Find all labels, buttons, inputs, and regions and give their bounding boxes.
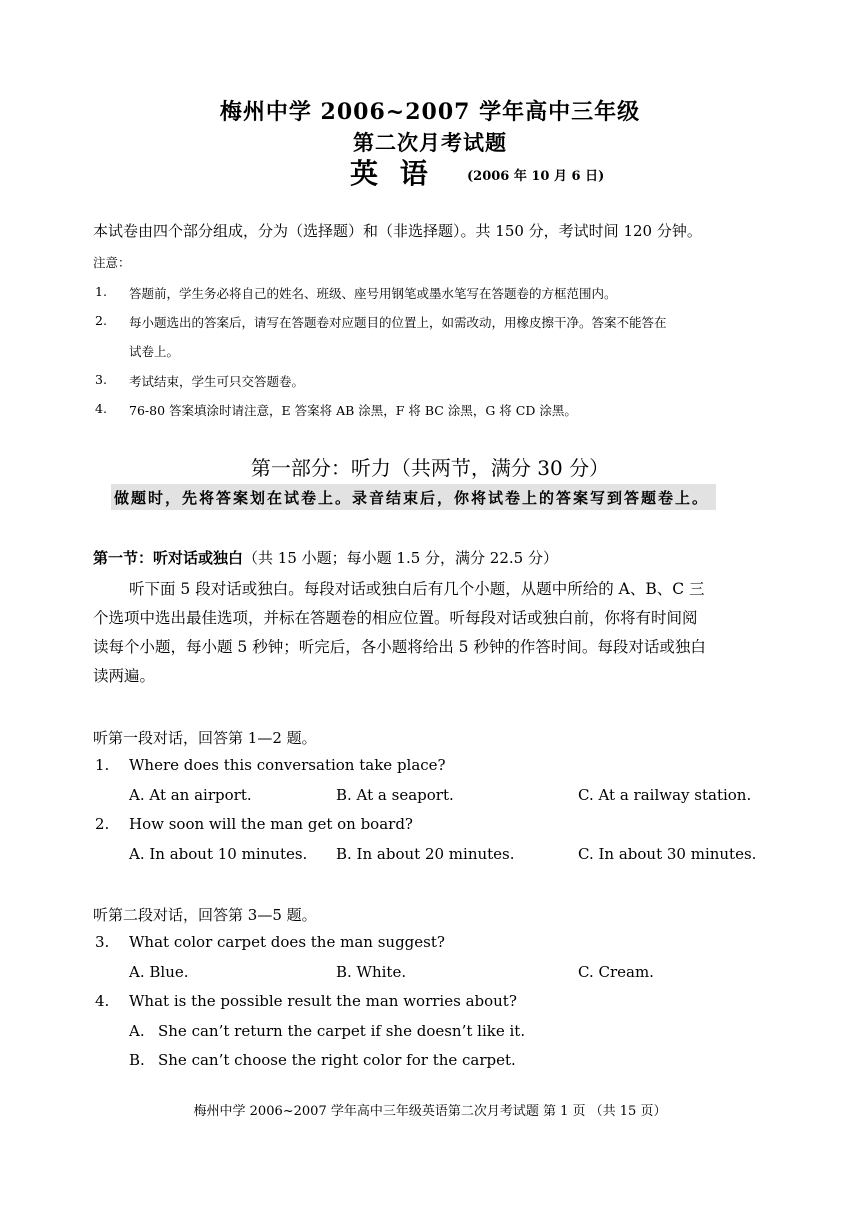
exam-title-line1: 梅州中学 2006~2007 学年高中三年级 [219, 99, 641, 125]
q2-option-b: B. In about 20 minutes. [336, 845, 515, 863]
q4-option-b-letter: B. [129, 1051, 145, 1069]
notice-item-1: 答题前，学生务必将自己的姓名、班级、座号用钢笔或墨水笔写在答题卷的方框范围内。 [129, 286, 617, 301]
q3-option-c: C. Cream. [578, 963, 654, 981]
page-footer: 梅州中学 2006~2007 学年高中三年级英语第二次月考试题 第 1 页 （共 15 页） [193, 1104, 667, 1119]
dialog1-intro: 听第一段对话，回答第 1—2 题。 [93, 729, 317, 747]
q2-option-c: C. In about 30 minutes. [578, 845, 757, 863]
section1-para-line2: 个选项中选出最佳选项，并标在答题卷的相应位置。听每段对话或独白前，你将有时间阅 [93, 609, 698, 627]
exam-date: (2006 年 10 月 6 日) [467, 169, 605, 184]
q1-option-c: C. At a railway station. [578, 786, 752, 804]
q2-option-a: A. In about 10 minutes. [129, 845, 308, 863]
q1-number: 1. [95, 756, 110, 774]
exam-title-line2: 第二次月考试题 [353, 130, 507, 155]
q4-text: What is the possible result the man worries about? [129, 992, 517, 1010]
notice-item-2: 每小题选出的答案后，请写在答题卷对应题目的位置上，如需改动，用橡皮擦干净。答案不能答在 [129, 315, 667, 330]
q4-option-a-letter: A. [129, 1022, 145, 1040]
q3-option-b: B. White. [336, 963, 407, 981]
part1-banner: 做题时，先将答案划在试卷上。录音结束后，你将试卷上的答案写到答题卷上。 [114, 489, 710, 507]
q2-number: 2. [95, 815, 110, 833]
section1-para-line1: 听下面 5 段对话或独白。每段对话或独白后有几个小题，从题中所给的 A、B、C 三 [129, 580, 705, 598]
notice-num-3: 3. [95, 372, 107, 387]
part1-title: 第一部分：听力（共两节，满分 30 分） [250, 456, 610, 480]
q3-option-a: A. Blue. [129, 963, 189, 981]
section1-title-rest: （共 15 小题；每小题 1.5 分，满分 22.5 分） [243, 549, 558, 567]
notice-num-2: 2. [95, 313, 107, 328]
exam-subject: 英 语 [350, 157, 434, 190]
q3-text: What color carpet does the man suggest? [129, 933, 445, 951]
notice-num-1: 1. [95, 284, 107, 299]
q4-option-b: She can’t choose the right color for the carpet. [158, 1051, 516, 1069]
q1-text: Where does this conversation take place? [129, 756, 446, 774]
section1-para-line4: 读两遍。 [93, 667, 156, 685]
dialog2-intro: 听第二段对话，回答第 3—5 题。 [93, 906, 317, 924]
notice-item-4: 76-80 答案填涂时请注意，E 答案将 AB 涂黑，F 将 BC 涂黑，G 将 CD 涂黑。 [129, 403, 577, 418]
q2-text: How soon will the man get on board? [129, 815, 413, 833]
intro-text: 本试卷由四个部分组成，分为（选择题）和（非选择题）。共 150 分，考试时间 120 分钟。 [93, 222, 702, 240]
section1-para-line3: 读每个小题，每小题 5 秒钟；听完后，各小题将给出 5 秒钟的作答时间。每段对话或独白 [93, 638, 706, 656]
notice-item-3: 考试结束，学生可只交答题卷。 [129, 374, 305, 389]
notice-num-4: 4. [95, 401, 107, 416]
q3-number: 3. [95, 933, 110, 951]
notice-item-2-cont: 试卷上。 [129, 344, 180, 359]
section1-title [93, 547, 558, 568]
q4-option-a: She can’t return the carpet if she doesn’t like it. [158, 1022, 526, 1040]
section1-title-bold: 第一节：听对话或独白 [93, 549, 244, 567]
notice-label: 注意： [93, 255, 131, 270]
q1-option-a: A. At an airport. [129, 786, 252, 804]
q4-number: 4. [95, 992, 110, 1010]
q1-option-b: B. At a seaport. [336, 786, 454, 804]
